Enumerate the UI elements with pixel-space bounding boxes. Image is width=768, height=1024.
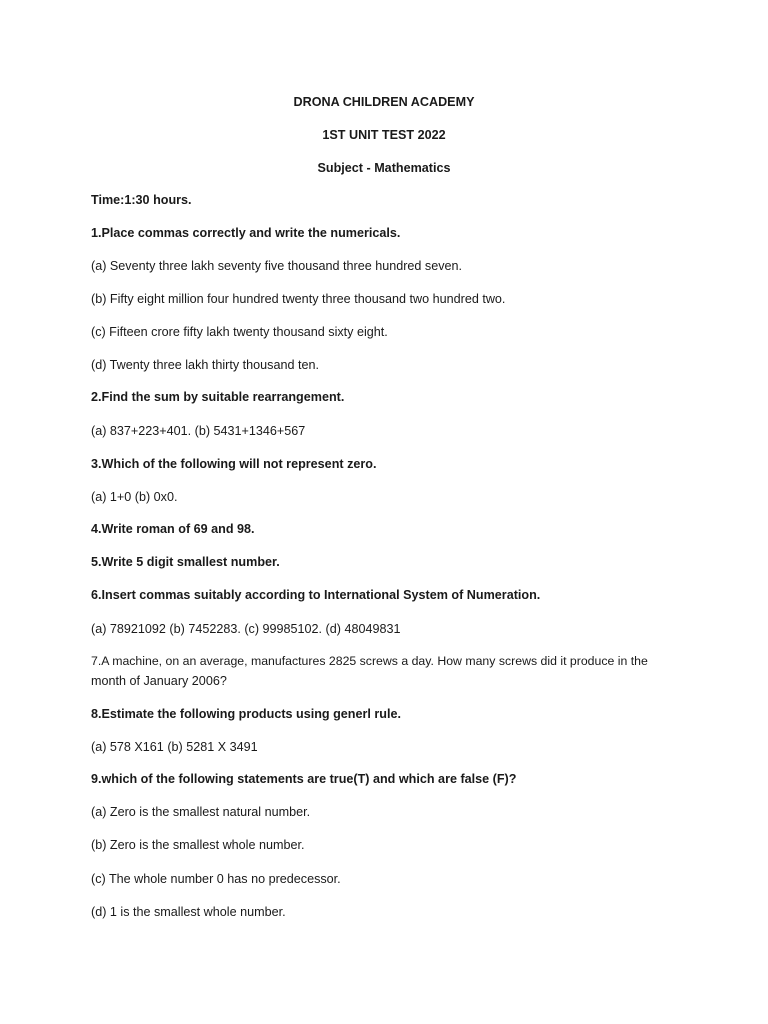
question-3-parts: (a) 1+0 (b) 0x0.	[91, 490, 178, 504]
question-7-line-1: 7.A machine, on an average, manufactures 2825 screws a day. How many screws did it produce in the	[91, 654, 648, 668]
question-8-parts: (a) 578 X161 (b) 5281 X 3491	[91, 740, 258, 754]
question-9-part-a: (a) Zero is the smallest natural number.	[91, 805, 311, 819]
question-1: 1.Place commas correctly and write the numericals.	[91, 226, 401, 240]
question-2: 2.Find the sum by suitable rearrangement.	[91, 390, 345, 404]
question-9: 9.which of the following statements are true(T) and which are false (F)?	[91, 772, 517, 786]
question-7-line-2: month of January 2006?	[91, 674, 227, 688]
question-6-parts: (a) 78921092 (b) 7452283. (c) 99985102. (d) 48049831	[91, 622, 401, 636]
test-title: 1ST UNIT TEST 2022	[322, 128, 446, 142]
question-1-part-a: (a) Seventy three lakh seventy five thousand three hundred seven.	[91, 259, 463, 273]
question-2-parts: (a) 837+223+401. (b) 5431+1346+567	[91, 424, 306, 438]
school-name: DRONA CHILDREN ACADEMY	[293, 95, 475, 109]
question-5: 5.Write 5 digit smallest number.	[91, 555, 280, 569]
time-allowed: Time:1:30 hours.	[91, 193, 192, 207]
question-1-part-c: (c) Fifteen crore fifty lakh twenty thousand sixty eight.	[91, 325, 388, 339]
question-1-part-d: (d) Twenty three lakh thirty thousand ten.	[91, 358, 319, 372]
subject-title: Subject - Mathematics	[317, 161, 451, 175]
question-3: 3.Which of the following will not represent zero.	[91, 457, 377, 471]
question-9-part-b: (b) Zero is the smallest whole number.	[91, 838, 305, 852]
question-1-part-b: (b) Fifty eight million four hundred twenty three thousand two hundred two.	[91, 292, 506, 306]
question-9-part-c: (c) The whole number 0 has no predecessor.	[91, 872, 341, 886]
question-4: 4.Write roman of 69 and 98.	[91, 522, 255, 536]
question-6: 6.Insert commas suitably according to International System of Numeration.	[91, 588, 541, 602]
question-9-part-d: (d) 1 is the smallest whole number.	[91, 905, 286, 919]
question-8: 8.Estimate the following products using generl rule.	[91, 707, 401, 721]
